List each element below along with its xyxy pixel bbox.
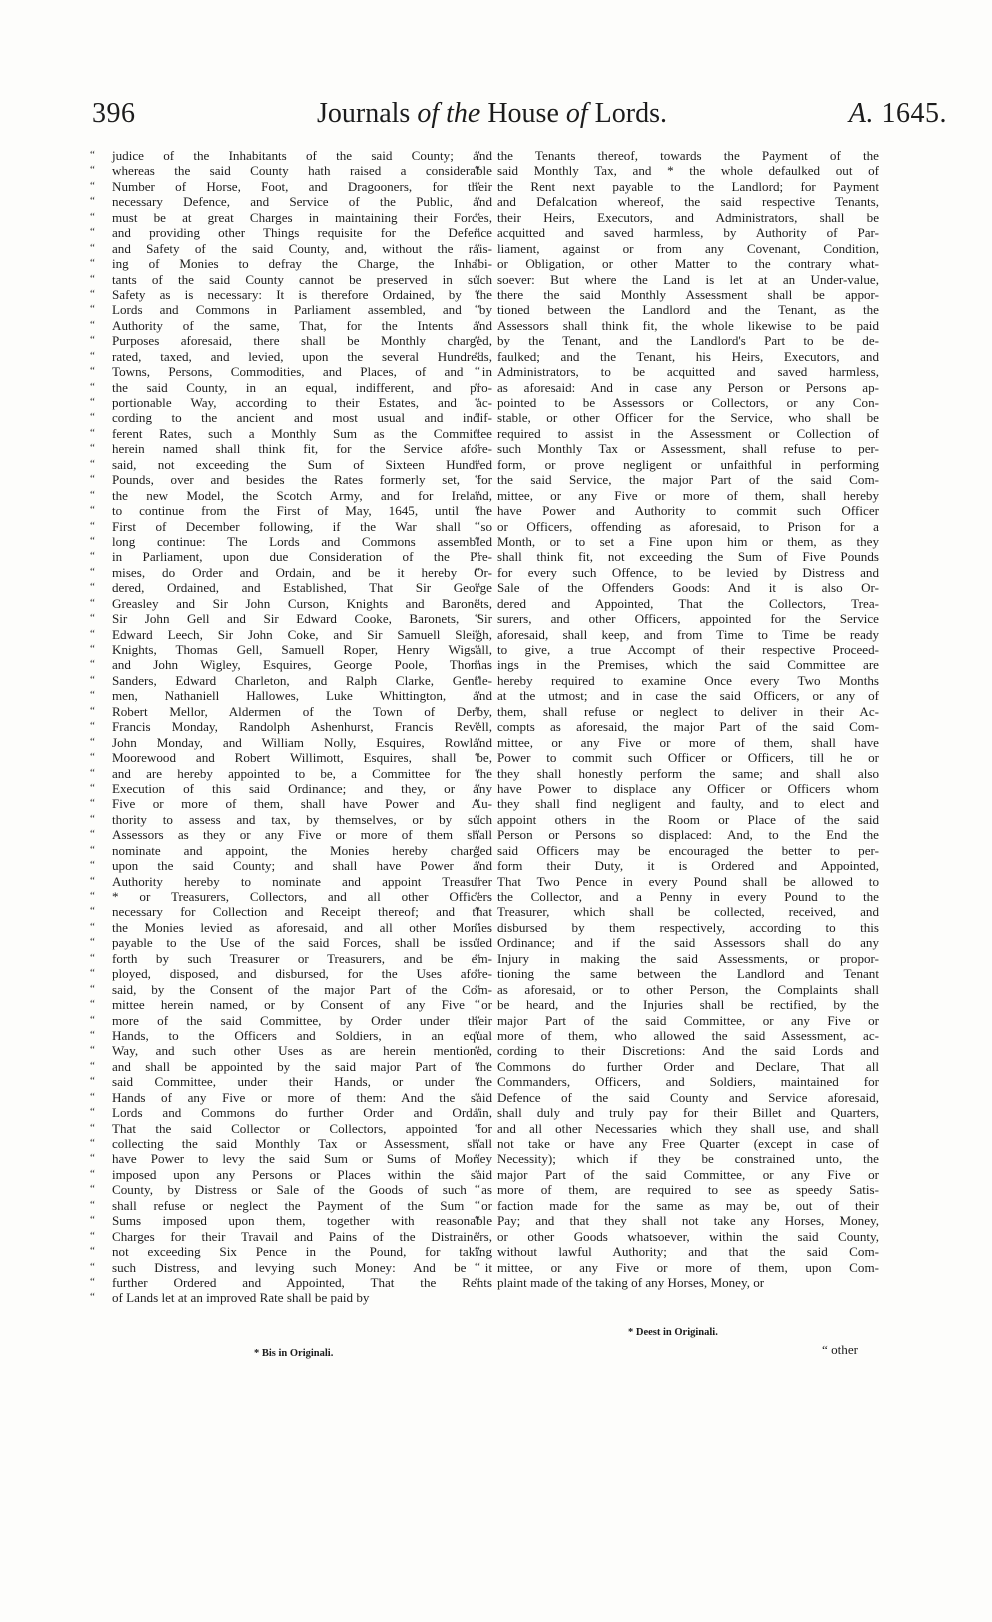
text-line: “ or other Goods whatsoever, within the said County,	[497, 1229, 879, 1244]
text-line: “ such Distress, and levying such Money: And be it	[112, 1260, 492, 1275]
text-line: “ said, not exceeding the Sum of Sixteen Hundred	[112, 457, 492, 472]
text-line: “ Charges for their Travail and Pains of the Distrainers,	[112, 1229, 492, 1244]
text-line: “ stable, or other Officer for the Service, who shall be	[497, 410, 879, 425]
text-line: “ without lawful Authority; and that the said Com-	[497, 1244, 879, 1259]
text-line: “ Number of Horse, Foot, and Dragooners, for their	[112, 179, 492, 194]
text-line: “ Edward Leech, Sir John Coke, and Sir Samuell Sleigh,	[112, 627, 492, 642]
text-line: “ John Monday, and William Nolly, Esquires, Rowland	[112, 735, 492, 750]
text-line: “ be heard, and the Injuries shall be rectified, by the	[497, 997, 879, 1012]
text-line: “ Treasurer, which shall be collected, received, and	[497, 904, 879, 919]
text-line: “ Sale of the Offenders Goods: And it is also Or-	[497, 580, 879, 595]
text-line: “ faulked; and the Tenant, his Heirs, Executors, and	[497, 349, 879, 364]
text-line: “ there the said Monthly Assessment shall be appor-	[497, 287, 879, 302]
text-line: “ compts as aforesaid, the major Part of the said Com-	[497, 719, 879, 734]
text-line: “ major Part of the said Committee, or any Five or	[497, 1013, 879, 1028]
text-line: “ Robert Mellor, Aldermen of the Town of Derby,	[112, 704, 492, 719]
title-journals: Journals	[317, 98, 418, 129]
text-line: “ tioning the same between the Landlord and Tenant	[497, 966, 879, 981]
text-line: “ herein named shall think fit, for the Service afore-	[112, 441, 492, 456]
catchword: “ other	[822, 1342, 858, 1357]
text-line: “ shall duly and truly pay for their Billet and Quarters,	[497, 1105, 879, 1120]
text-line: “ form, or prove negligent or unfaithful in performing	[497, 457, 879, 472]
text-line: “ surers, and other Officers, appointed for the Service	[497, 611, 879, 626]
text-line: “ Sir John Gell and Sir Edward Cooke, Baronets, Sir	[112, 611, 492, 626]
text-line: “ judice of the Inhabitants of the said County; and	[112, 148, 492, 163]
text-line: “ Assessors as they or any Five or more of them shall	[112, 827, 492, 842]
title-lords: Lords.	[587, 98, 667, 129]
text-line: “ ings in the Premises, which the said Committee are	[497, 657, 879, 672]
text-line: “ That Two Pence in every Pound shall be allowed to	[497, 874, 879, 889]
text-line: “ the Tenants thereof, towards the Payment of the	[497, 148, 879, 163]
text-line: “ in Parliament, upon due Consideration of the Pre-	[112, 549, 492, 564]
text-line: “ said Committee, under their Hands, or under the	[112, 1074, 492, 1089]
text-line: “ the Collector, and a Penny in every Pound to the	[497, 889, 879, 904]
text-line: “ form their Duty, it is Ordered and Appointed,	[497, 858, 879, 873]
text-line: “ major Part of the said Committee, or any Five or	[497, 1167, 879, 1182]
text-line: “ plaint made of the taking of any Horses, Money, or	[497, 1275, 879, 1290]
text-line: “ mittee, or any Five or more of them, shall hereby	[497, 488, 879, 503]
text-line: “ Pounds, over and besides the Rates formerly set, for	[112, 472, 492, 487]
text-line: “ more of the said Committee, by Order under their	[112, 1013, 492, 1028]
text-line: “ them, shall refuse or neglect to deliver in their Ac-	[497, 704, 879, 719]
text-line: “ they shall honestly perform the same; and shall also	[497, 766, 879, 781]
text-line: “ more of them, are required to see as speedy Satis-	[497, 1182, 879, 1197]
text-line: “ have Power and Authority to commit such Officer	[497, 503, 879, 518]
text-line: “ Commons do further Order and Declare, That all	[497, 1059, 879, 1074]
text-line: “ shall refuse or neglect the Payment of the Sum or	[112, 1198, 492, 1213]
text-line: “ cording to their Discretions: And the said Lords and	[497, 1043, 879, 1058]
text-line: “ their Heirs, Executors, and Administrators, shall be	[497, 210, 879, 225]
text-line: “ ployed, disposed, and disbursed, for the Uses afore-	[112, 966, 492, 981]
text-line: “ whereas the said County hath raised a considerable	[112, 163, 492, 178]
text-line: “ the Monies levied as aforesaid, and all other Monies	[112, 920, 492, 935]
text-line: “ aforesaid, shall keep, and from Time to Time be ready	[497, 627, 879, 642]
text-line: “ have Power to displace any Officer or Officers whom	[497, 781, 879, 796]
text-line: “ Authority of the same, That, for the Intents and	[112, 318, 492, 333]
text-line: “ said Monthly Tax, and * the whole defaulked out of	[497, 163, 879, 178]
text-line: “ to continue from the First of May, 1645, until the	[112, 503, 492, 518]
text-line: “ acquitted and saved harmless, by Authority of Par-	[497, 225, 879, 240]
text-line: “ nominate and appoint, the Monies hereby charged	[112, 843, 492, 858]
text-line: “ tants of the said County cannot be preserved in such	[112, 272, 492, 287]
year-number: 1645.	[874, 98, 947, 129]
text-line: “ Way, and such other Uses as are herein mentioned,	[112, 1043, 492, 1058]
text-line: “ portionable Way, according to their Estates, and ac-	[112, 395, 492, 410]
page-number: 396	[92, 98, 136, 129]
text-line: “ Safety as is necessary: It is therefore Ordained, by the	[112, 287, 492, 302]
text-line: “ and shall be appointed by the said major Part of the	[112, 1059, 492, 1074]
text-line: “ ing of Monies to defray the Charge, the Inhabi-	[112, 256, 492, 271]
text-line: “ Hands of any Five or more of them: And the said	[112, 1090, 492, 1105]
text-line: “ said Officers may be encouraged the better to per-	[497, 843, 879, 858]
title-the: the	[439, 98, 481, 129]
text-line: “ as aforesaid, or to other Person, the Complaints shall	[497, 982, 879, 997]
text-line: “ tioned between the Landlord and the Tenant, as the	[497, 302, 879, 317]
text-line: “ mittee, or any Five or more of them, shall have	[497, 735, 879, 750]
text-line: “ mises, do Order and Ordain, and be it hereby Or-	[112, 565, 492, 580]
text-line: “ collecting the said Monthly Tax or Assessment, shall	[112, 1136, 492, 1151]
text-line: “ Hands, to the Officers and Soldiers, in an equal	[112, 1028, 492, 1043]
text-line: “ Lords and Commons do further Order and Ordain,	[112, 1105, 492, 1120]
text-line: “ Knights, Thomas Gell, Samuell Roper, Henry Wigsall,	[112, 642, 492, 657]
text-line: “ the said Service, the major Part of the said Com-	[497, 472, 879, 487]
text-line: “ for every such Offence, to be levied by Distress and	[497, 565, 879, 580]
text-line: “ they shall find negligent and faulty, and to elect and	[497, 796, 879, 811]
text-line: “ have Power to levy the said Sum or Sums of Money	[112, 1151, 492, 1166]
title-house: House	[480, 98, 566, 129]
footnote-left: * Bis in Originali.	[254, 1348, 334, 1359]
text-line: “ First of December following, if the War shall so	[112, 519, 492, 534]
text-line: “ Greasley and Sir John Curson, Knights and Baronets,	[112, 596, 492, 611]
text-line: “ County, by Distress or Sale of the Goods of such as	[112, 1182, 492, 1197]
text-line: “ to give, a true Accompt of their respective Proceed-	[497, 642, 879, 657]
text-line: “ and John Wigley, Esquires, George Poole, Thomas	[112, 657, 492, 672]
text-line: “ Ordinance; and if the said Assessors shall do any	[497, 935, 879, 950]
text-line: “ Pay; and that they shall not take any Horses, Money,	[497, 1213, 879, 1228]
year-marker	[849, 98, 947, 130]
text-line: “ or Officers, offending as aforesaid, to Prison for a	[497, 519, 879, 534]
text-line: “ of Lands let at an improved Rate shall be paid by	[112, 1290, 492, 1305]
text-line: “ more of them, who allowed the said Assessment, ac-	[497, 1028, 879, 1043]
text-line: “ faction made for the same as may be, out of their	[497, 1198, 879, 1213]
text-line: “ Sanders, Edward Charleton, and Ralph Clarke, Gentle-	[112, 673, 492, 688]
text-line: “ mittee herein named, or by Consent of any Five or	[112, 997, 492, 1012]
text-line: “ such Monthly Tax or Assessment, shall refuse to per-	[497, 441, 879, 456]
text-line: “ Power to commit such Officer or Officers, till he or	[497, 750, 879, 765]
text-line: “ necessary Defence, and Service of the Public, and	[112, 194, 492, 209]
text-line: “ and all other Necessaries which they shall use, and shall	[497, 1121, 879, 1136]
text-line: “ required to assist in the Assessment or Collection of	[497, 426, 879, 441]
text-line: “ cording to the ancient and most usual and indif-	[112, 410, 492, 425]
text-line: “ long continue: The Lords and Commons assembled	[112, 534, 492, 549]
text-line: “ dered and Appointed, That the Collectors, Trea-	[497, 596, 879, 611]
text-line: “ shall think fit, not exceeding the Sum of Five Pounds	[497, 549, 879, 564]
text-line: “ Assessors shall think fit, the whole likewise to be paid	[497, 318, 879, 333]
text-line: “ forth by such Treasurer or Treasurers, and be em-	[112, 951, 492, 966]
text-line: “ pointed to be Assessors or Collectors, or any Con-	[497, 395, 879, 410]
left-text-column	[112, 148, 492, 1306]
text-line: “ and are hereby appointed to be, a Committee for the	[112, 766, 492, 781]
text-line: “ Person or Persons so displaced: And, to the End the	[497, 827, 879, 842]
text-line: “ hereby required to examine Once every Two Months	[497, 673, 879, 688]
text-line: “ upon the said County; and shall have Power and	[112, 858, 492, 873]
footnote-right: * Deest in Originali.	[628, 1327, 718, 1338]
text-line: “ and Defalcation whereof, the said respective Tenants,	[497, 194, 879, 209]
text-line: “ men, Nathaniell Hallowes, Luke Whittington, and	[112, 688, 492, 703]
page-header	[92, 98, 947, 138]
text-line: “ Lords and Commons in Parliament assembled, and by	[112, 302, 492, 317]
title-of: of	[417, 98, 440, 129]
text-line: “ soever: But where the Land is let at an Under-value,	[497, 272, 879, 287]
text-line: “ Administrators, to be acquitted and saved harmless,	[497, 364, 879, 379]
text-line: “ the new Model, the Scotch Army, and for Ireland,	[112, 488, 492, 503]
text-line: “ appoint others in the Room or Place of the said	[497, 812, 879, 827]
text-line: “ Purposes aforesaid, there shall be Monthly charged,	[112, 333, 492, 348]
text-line: “ That the said Collector or Collectors, appointed for	[112, 1121, 492, 1136]
text-line: “ Commanders, Officers, and Soldiers, maintained for	[497, 1074, 879, 1089]
text-line: “ payable to the Use of the said Forces, shall be issued	[112, 935, 492, 950]
text-line: “ Towns, Persons, Commodities, and Places, of and in	[112, 364, 492, 379]
text-line: “ must be at great Charges in maintaining their Forces,	[112, 210, 492, 225]
text-line: “ Moorewood and Robert Willimott, Esquires, shall be,	[112, 750, 492, 765]
text-line: “ Necessity); which if they be constrained unto, the	[497, 1151, 879, 1166]
text-line: “ Execution of this said Ordinance; and they, or any	[112, 781, 492, 796]
text-line: “ * or Treasurers, Collectors, and all other Officers	[112, 889, 492, 904]
text-line: “ and providing other Things requisite for the Defence	[112, 225, 492, 240]
text-line: “ necessary for Collection and Receipt thereof; and that	[112, 904, 492, 919]
text-line: “ ferent Rates, such a Monthly Sum as the Committee	[112, 426, 492, 441]
text-line: “ Authority hereby to nominate and appoint Treasurer	[112, 874, 492, 889]
year-prefix: A.	[848, 98, 874, 129]
text-line: “ the said County, in an equal, indifferent, and pro-	[112, 380, 492, 395]
text-line: “ the Rent next payable to the Landlord; for Payment	[497, 179, 879, 194]
text-line: “ Sums imposed upon them, together with reasonable	[112, 1213, 492, 1228]
right-text-column	[497, 148, 879, 1290]
text-line: “ as aforesaid: And in case any Person or Persons ap-	[497, 380, 879, 395]
text-line: “ thority to assess and tax, by themselves, or by such	[112, 812, 492, 827]
text-line: “ or Obligation, or other Matter to the contrary what-	[497, 256, 879, 271]
text-line: “ further Ordered and Appointed, That the Rents	[112, 1275, 492, 1290]
text-line: “ said, by the Consent of the major Part of the Com-	[112, 982, 492, 997]
text-line: “ not take or have any Free Quarter (except in case of	[497, 1136, 879, 1151]
text-line: “ rated, taxed, and levied, upon the several Hundreds,	[112, 349, 492, 364]
text-line: “ liament, against or from any Covenant, Condition,	[497, 241, 879, 256]
text-line: “ Injury in making the said Assessments, or propor-	[497, 951, 879, 966]
text-line: “ mittee, or any Five or more of them, upon Com-	[497, 1260, 879, 1275]
text-line: “ Francis Monday, Randolph Ashenhurst, Francis Revell,	[112, 719, 492, 734]
text-line: “ imposed upon any Persons or Places within the said	[112, 1167, 492, 1182]
text-line: “ Month, or to set a Fine upon him or them, as they	[497, 534, 879, 549]
text-line: “ dered, Ordained, and Established, That Sir George	[112, 580, 492, 595]
text-line: “ at the utmost; and in case the said Officers, or any of	[497, 688, 879, 703]
text-line: “ by the Tenant, and the Landlord's Part to be de-	[497, 333, 879, 348]
title-of-2: of	[565, 98, 588, 129]
text-line: “ Defence of the said County and Service aforesaid,	[497, 1090, 879, 1105]
text-line: “ and Safety of the said County, and, without the rais-	[112, 241, 492, 256]
text-line: “ not exceeding Six Pence in the Pound, for taking	[112, 1244, 492, 1259]
text-line: “ Five or more of them, shall have Power and Au-	[112, 796, 492, 811]
text-line: “ disbursed by them respectively, according to this	[497, 920, 879, 935]
running-title	[317, 98, 667, 130]
